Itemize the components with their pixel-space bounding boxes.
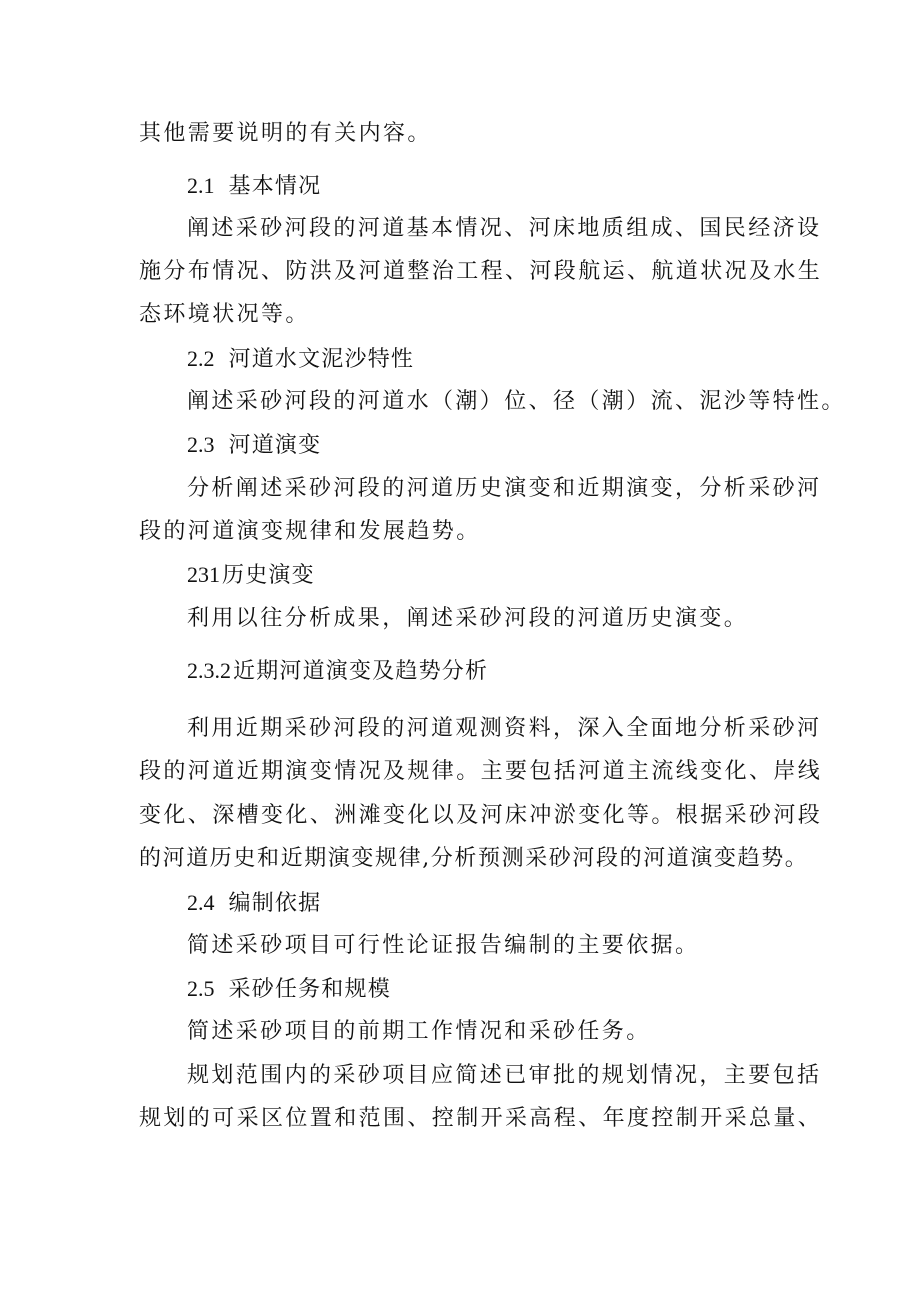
paragraph-line: 简述采砂项目可行性论证报告编制的主要依据。 (187, 933, 700, 958)
section-number: 2.3 (187, 432, 215, 457)
section-number: 231 (187, 562, 220, 587)
paragraph-line: 施分布情况、防洪及河道整治工程、河段航运、航道状况及水生 (139, 259, 823, 284)
section-title: 河道演变 (228, 433, 322, 458)
section-heading-2-3 (187, 430, 321, 461)
paragraph-line: 态环境状况等。 (139, 302, 310, 327)
paragraph-line: 变化、深槽变化、洲滩变化以及河床冲淤变化等。根据采砂河段 (139, 803, 823, 828)
paragraph-line: 阐述采砂河段的河道水（潮）位、径（潮）流、泥沙等特性。 (187, 389, 846, 414)
section-heading-2-3-2 (187, 656, 488, 687)
section-number: 2.1 (187, 173, 215, 198)
paragraph-line: 段的河道演变规律和发展趋势。 (139, 519, 481, 544)
section-heading-2-5 (187, 974, 391, 1005)
paragraph-line: 分析阐述采砂河段的河道历史演变和近期演变，分析采砂河 (187, 476, 822, 501)
section-title: 采砂任务和规模 (228, 977, 391, 1002)
paragraph-line: 段的河道近期演变情况及规律。主要包括河道主流线变化、岸线 (139, 759, 823, 784)
section-heading-2-3-1 (187, 560, 315, 591)
paragraph-line: 规划范围内的采砂项目应简述已审批的规划情况，主要包括 (187, 1063, 822, 1088)
paragraph-line: 阐述采砂河段的河道基本情况、河床地质组成、国民经济设 (187, 216, 822, 241)
section-number: 2.3.2 (187, 658, 231, 683)
paragraph-line: 其他需要说明的有关内容。 (139, 121, 432, 146)
section-heading-2-1 (187, 171, 321, 202)
section-number: 2.5 (187, 976, 215, 1001)
section-number: 2.4 (187, 890, 215, 915)
paragraph-line: 简述采砂项目的前期工作情况和采砂任务。 (187, 1019, 651, 1044)
paragraph-line: 的河道历史和近期演变规律,分析预测采砂河段的河道演变趋势。 (139, 846, 809, 871)
paragraph-line: 利用近期采砂河段的河道观测资料，深入全面地分析采砂河 (187, 716, 822, 741)
section-heading-2-4 (187, 888, 321, 919)
section-heading-2-2 (187, 344, 414, 375)
section-number: 2.2 (187, 346, 215, 371)
section-title: 历史演变 (222, 563, 315, 588)
paragraph-line: 利用以往分析成果，阐述采砂河段的河道历史演变。 (187, 606, 749, 631)
paragraph-line: 规划的可采区位置和范围、控制开采高程、年度控制开采总量、 (139, 1106, 823, 1131)
section-title: 近期河道演变及趋势分析 (233, 659, 489, 684)
section-title: 编制依据 (228, 891, 322, 916)
section-title: 基本情况 (228, 174, 322, 199)
section-title: 河道水文泥沙特性 (228, 347, 415, 372)
